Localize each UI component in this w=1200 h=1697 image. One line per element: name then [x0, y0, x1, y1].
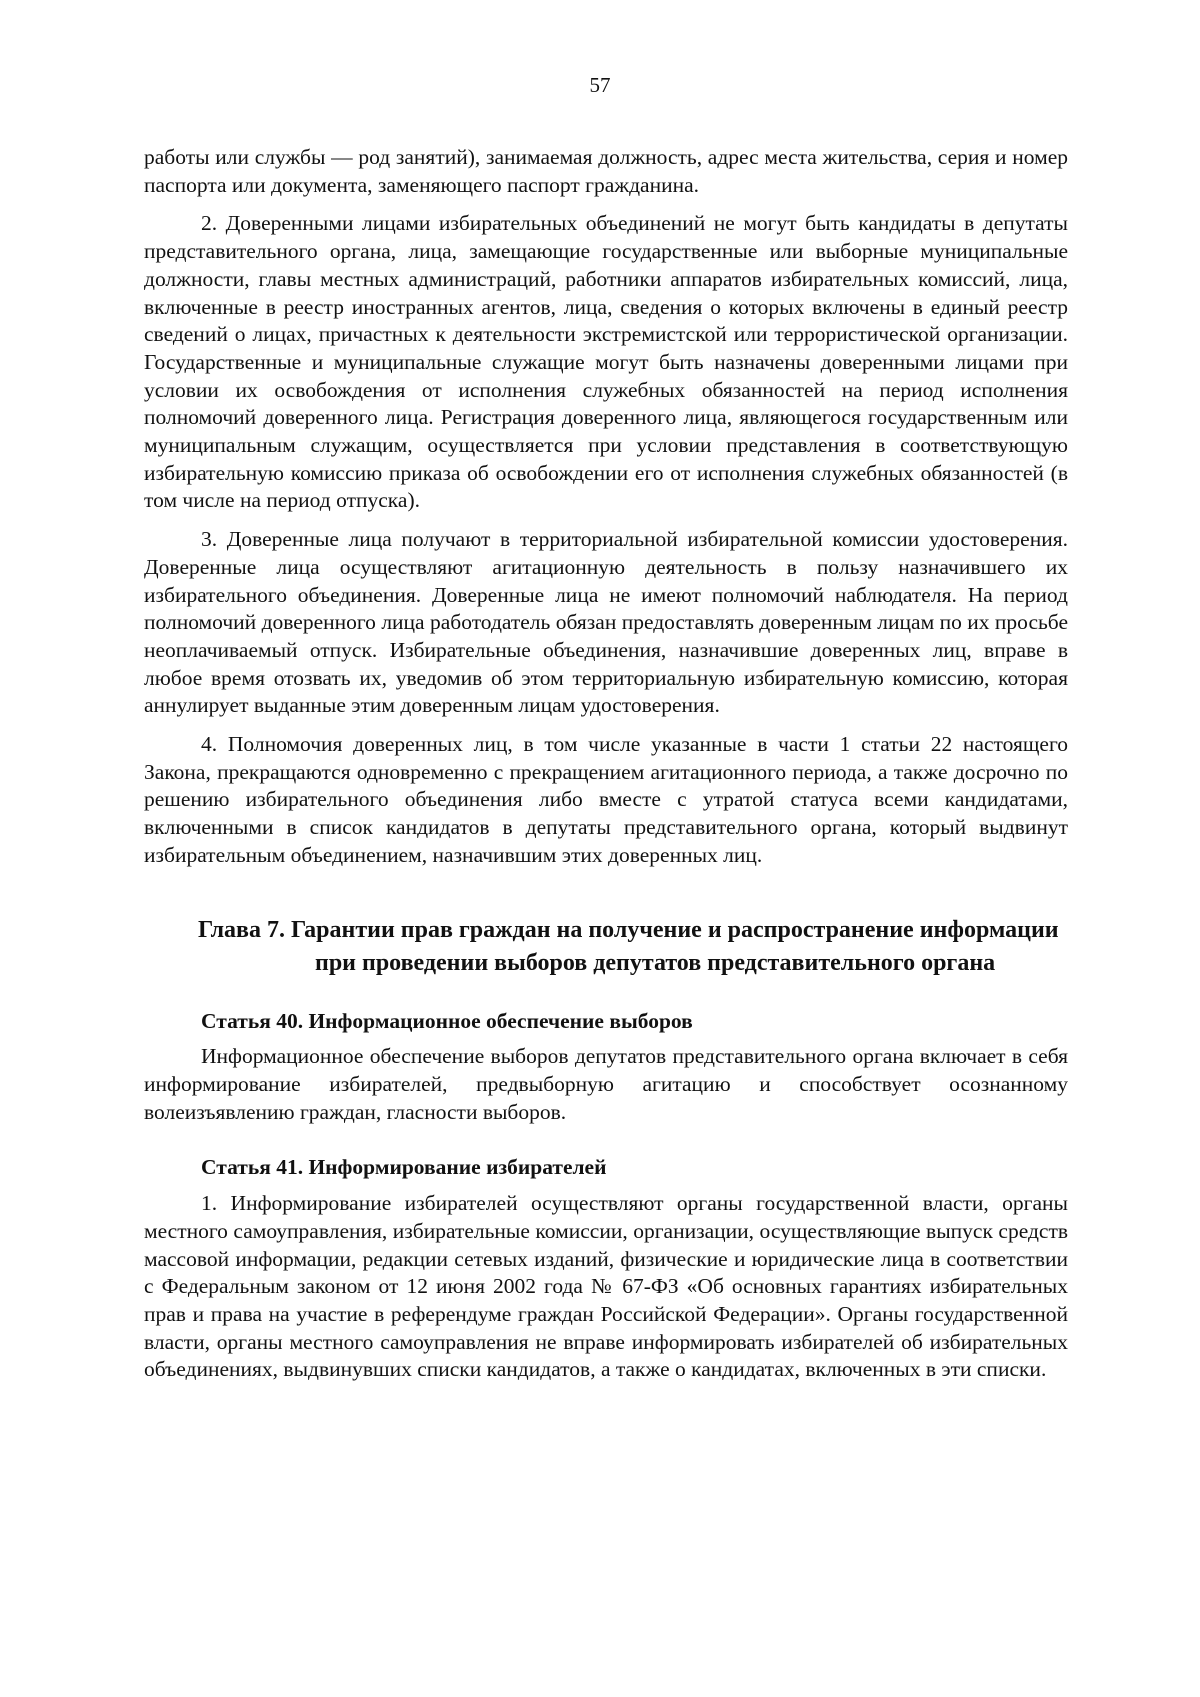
- paragraph-4: 4. Полномочия доверенных лиц, в том числе указанные в части 1 статьи 22 настоящего Закона, прекращаются одновременно с прекращением агитационного периода, а также досрочно по решению избирательного объединения либо вместе с утратой статуса всеми кандидатами, включенными в список кандидатов в депутаты представительного органа, который выдвинут избирательным объединением, назначившим этих доверенных лиц.: [144, 732, 1068, 867]
- article-41-paragraph-1: 1. Информирование избирателей осуществляют органы государственной власти, органы местного самоуправления, избирательные комиссии, организации, осуществляющие выпуск средств массовой информации, редакции сетевых изданий, физические и юридические лица в соответствии с Федеральным законом от 12 июня 2002 года № 67-ФЗ «Об основных гарантиях избирательных прав и права на участие в референдуме граждан Российской Федерации». Органы государственной власти, органы местного самоуправления не вправе информировать избирателей об избирательных объединениях, выдвинувших списки кандидатов, а также о кандидатах, включенных в эти списки.: [144, 1191, 1068, 1382]
- document-body: [144, 144, 1068, 1384]
- page-number: 57: [589, 73, 611, 97]
- article-40-heading: Статья 40. Информационное обеспечение выборов: [201, 1008, 693, 1033]
- paragraph-continuation: работы или службы — род занятий), занимаемая должность, адрес места жительства, серия и номер паспорта или документа, заменяющего паспорт гражданина.: [144, 145, 1068, 197]
- chapter-heading: Глава 7. Гарантии прав граждан на получение и распространение информации при проведении выборов депутатов представительного органа: [198, 916, 1059, 976]
- article-41-heading: Статья 41. Информирование избирателей: [201, 1155, 607, 1180]
- paragraph-3: 3. Доверенные лица получают в территориальной избирательной комиссии удостоверения. Доверенные лица осуществляют агитационную деятельность в пользу назначившего их избирательного объединения. Доверенные лица не имеют полномочий наблюдателя. На период полномочий доверенного лица работодатель обязан предоставлять доверенным лицам по их просьбе неоплачиваемый отпуск. Избирательные объединения, назначившие доверенных лиц, вправе в любое время отозвать их, уведомив об этом территориальную избирательную комиссию, которая аннулирует выданные этим доверенным лицам удостоверения.: [144, 527, 1068, 718]
- paragraph-2: 2. Доверенными лицами избирательных объединений не могут быть кандидаты в депутаты представительного органа, лица, замещающие государственные или выборные муниципальные должности, главы местных администраций, работники аппаратов избирательных комиссий, лица, включенные в реестр иностранных агентов, лица, сведения о которых включены в единый реестр сведений о лицах, причастных к деятельности экстремистской или террористической организации. Государственные и муниципальные служащие могут быть назначены доверенными лицами при условии их освобождения от исполнения служебных обязанностей на период исполнения полномочий доверенного лица. Регистрация доверенного лица, являющегося государственным или муниципальным служащим, осуществляется при условии представления в соответствующую избирательную комиссию приказа об освобождении его от исполнения служебных обязанностей (в том числе на период отпуска).: [144, 211, 1068, 513]
- article-40-paragraph: Информационное обеспечение выборов депутатов представительного органа включает в себя информирование избирателей, предвыборную агитацию и способствует осознанному волеизъявлению граждан, гласности выборов.: [144, 1044, 1068, 1124]
